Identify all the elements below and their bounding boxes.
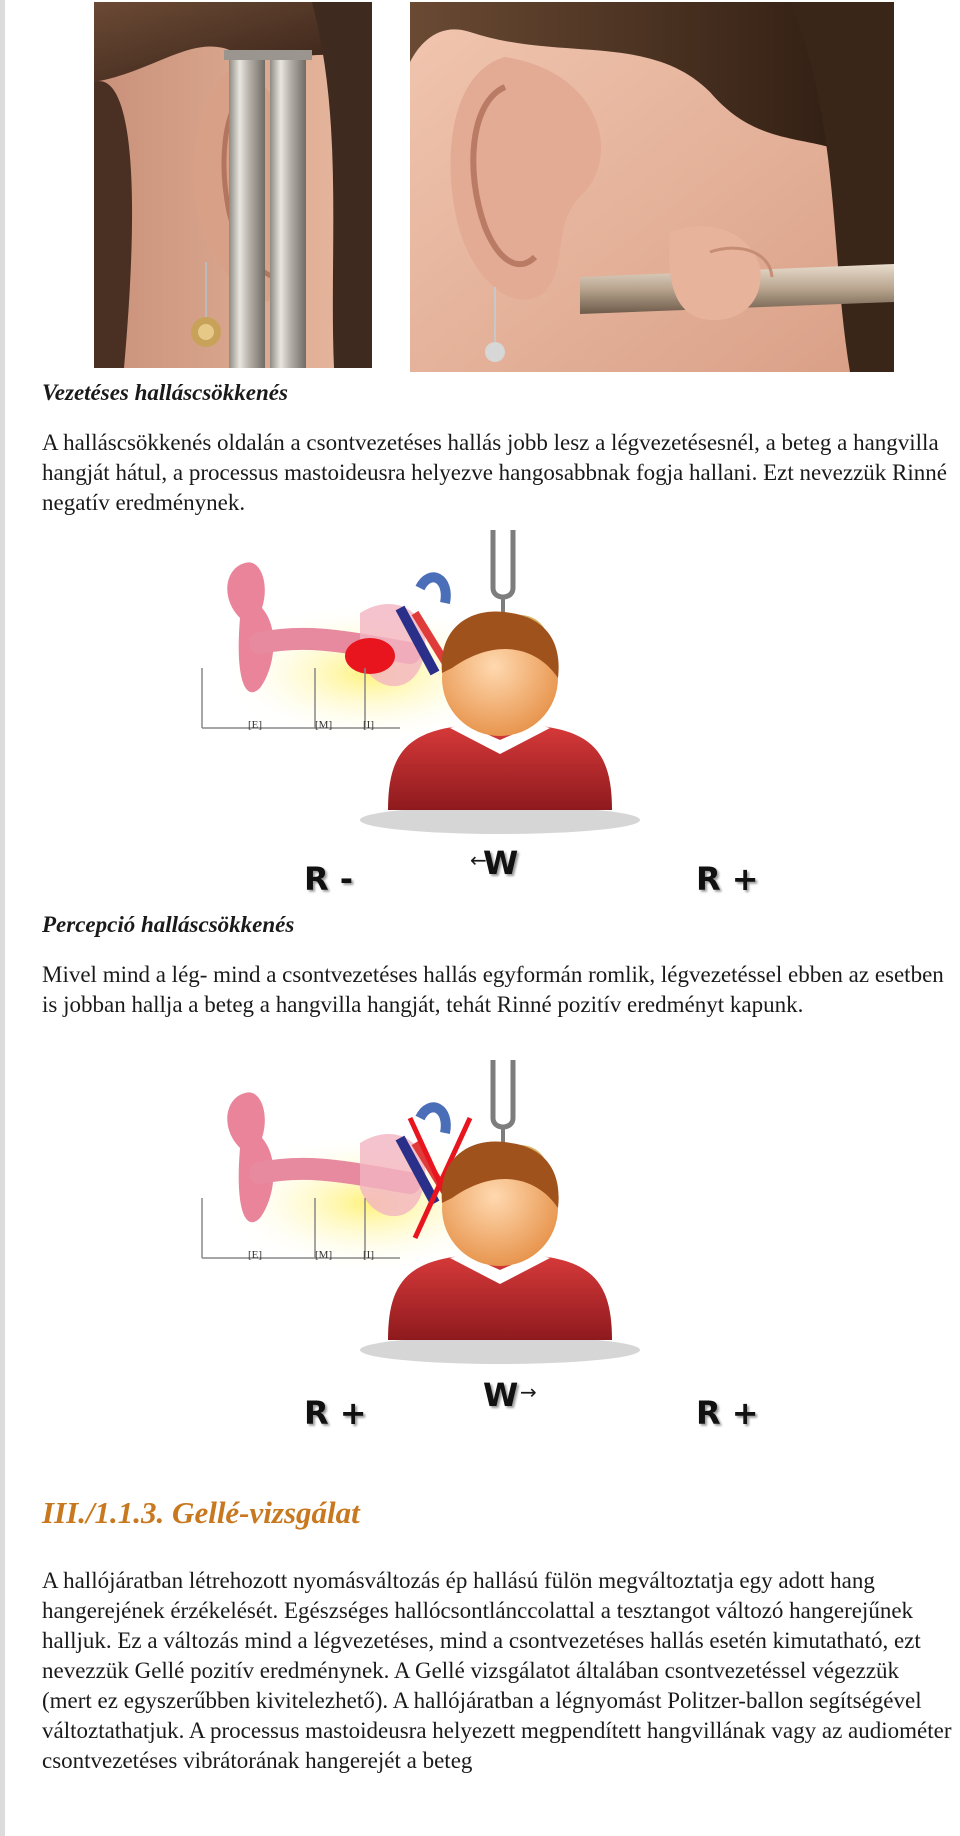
subheading-sensorineural-hearing-loss: Percepció halláscsökkenés [42,912,295,937]
ear-label-middle: [M] [315,719,333,731]
ear-label-inner: [I] [363,1249,374,1261]
weber-label: W [483,844,519,882]
page-left-border [0,0,5,1836]
subheading-conductive-hearing-loss: Vezetéses halláscsökkenés [42,380,288,405]
paragraph-gelle-test: A hallójáratban létrehozott nyomásváltozás ép hallású fülön megváltoztatja egy adott hang hangerejének érzékelését. Egészséges hallócsontlánccolattal a tesztangot változó hangerejűnek halljuk. Ez a változás mind a légvezetéses, mind a csontvezetéses hallás esetén kimutatható, ezt nevezzük Gellé pozitív eredménynek. A Gellé vizsgálatot általában csontvezetéssel végezzük (mert ez egyszerűbben kivitelezhető). A hallójáratban a légnyomást Politzer-ballon segítségével változtathatjuk. A processus mastoideusra helyezett megpendített hangvillának vagy az audiométer csontvezetéses vibrátorának hangerejét a beteg [42,1568,952,1773]
weber-arrow-right: → [520,1380,537,1404]
rinne-right-result-1: R + [696,860,759,898]
ear-label-external: [E] [248,1249,263,1261]
ear-label-inner: [I] [363,719,374,731]
paragraph-conductive-hearing-loss: A halláscsökkenés oldalán a csontvezetéses hallás jobb lesz a légvezetésesnél, a beteg a hangvilla hangját hátul, a processus mastoideusra helyezve hangosabbnak fogja hallani. Ezt nevezzük Rinné negatív eredménynek. [42,430,947,515]
ear-label-middle: [M] [315,1249,333,1261]
weber-arrow-left: ← [470,848,487,872]
weber-label: W [483,1376,519,1414]
section-heading-gelle-test: III./1.1.3. Gellé-vizsgálat [42,1495,360,1530]
rinne-diagram-conductive [200,528,760,888]
photo-bone-conduction [410,2,894,372]
photo-air-conduction [94,2,372,368]
paragraph-sensorineural-hearing-loss: Mivel mind a lég- mind a csontvezetéses hallás egyformán romlik, légvezetéssel ebben az esetben is jobban hallja a beteg a hangvilla hangját, tehát Rinné pozitív eredményt kapunk. [42,962,944,1017]
rinne-diagram-sensorineural [200,1058,760,1418]
ear-label-external: [E] [248,719,263,731]
rinne-left-result-2: R + [304,1394,367,1432]
rinne-right-result-2: R + [696,1394,759,1432]
rinne-left-result-1: R - [304,860,354,898]
